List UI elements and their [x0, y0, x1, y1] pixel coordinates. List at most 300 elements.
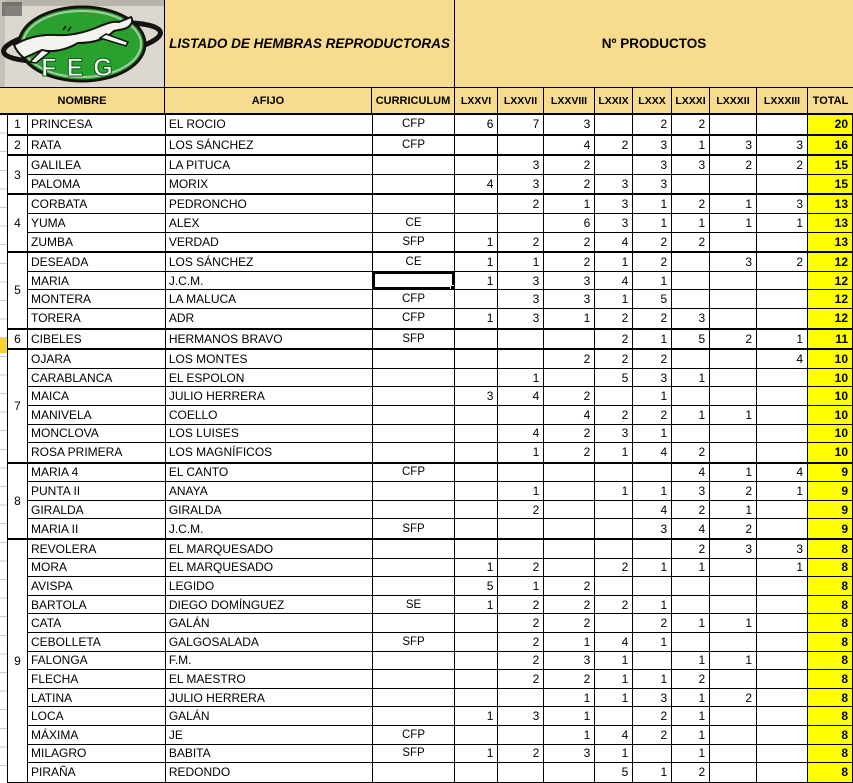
cell-year-lxxix[interactable]: 1	[595, 482, 633, 500]
cell-year-lxxxiii[interactable]: 2	[757, 253, 808, 271]
cell-afijo[interactable]: VERDAD	[166, 233, 373, 252]
cell-curriculum[interactable]	[373, 175, 456, 194]
cell-nombre[interactable]: LOCA	[28, 707, 166, 725]
cell-year-lxxviii[interactable]: 4	[544, 136, 595, 155]
cell-nombre[interactable]: REVOLERA	[28, 540, 166, 558]
group-number-cell[interactable]: 6	[8, 330, 28, 349]
cell-year-lxxix[interactable]: 5	[595, 763, 633, 782]
cell-year-lxxxiii[interactable]: 3	[757, 540, 808, 558]
cell-year-lxxix[interactable]: 3	[595, 425, 633, 443]
cell-year-lxxxi[interactable]: 2	[672, 233, 710, 252]
cell-year-lxxx[interactable]: 5	[633, 290, 672, 308]
cell-year-lxxx[interactable]: 1	[633, 214, 672, 232]
cell-curriculum[interactable]: CFP	[373, 290, 456, 308]
cell-afijo[interactable]: BABITA	[166, 745, 373, 763]
cell-total[interactable]: 12	[808, 290, 853, 308]
cell-year-lxxvi[interactable]	[455, 443, 498, 462]
cell-year-lxxvi[interactable]	[455, 290, 498, 308]
cell-year-lxxxi[interactable]: 4	[672, 464, 710, 482]
cell-year-lxxxii[interactable]	[710, 443, 757, 462]
cell-year-lxxxi[interactable]: 2	[672, 443, 710, 462]
cell-total[interactable]: 15	[808, 156, 853, 174]
cell-total[interactable]: 13	[808, 214, 853, 232]
cell-year-lxxix[interactable]: 1	[595, 745, 633, 763]
cell-nombre[interactable]: GIRALDA	[28, 501, 166, 519]
cell-year-lxxxi[interactable]	[672, 596, 710, 614]
cell-year-lxxxii[interactable]: 3	[710, 136, 757, 155]
cell-year-lxxxi[interactable]: 1	[672, 369, 710, 387]
cell-nombre[interactable]: YUMA	[28, 214, 166, 232]
cell-year-lxxvii[interactable]: 2	[498, 652, 544, 670]
cell-total[interactable]: 8	[808, 670, 853, 688]
cell-afijo[interactable]: F.M.	[166, 652, 373, 670]
cell-year-lxxxiii[interactable]	[757, 614, 808, 632]
cell-curriculum[interactable]	[373, 577, 456, 595]
cell-year-lxxvii[interactable]: 2	[498, 559, 544, 577]
cell-year-lxxxiii[interactable]	[757, 707, 808, 725]
cell-curriculum[interactable]: SFP	[373, 330, 456, 349]
cell-total[interactable]: 10	[808, 350, 853, 368]
cell-year-lxxviii[interactable]: 2	[544, 253, 595, 271]
cell-year-lxxx[interactable]	[633, 464, 672, 482]
cell-afijo[interactable]: LA MALUCA	[166, 290, 373, 308]
cell-year-lxxx[interactable]: 1	[633, 272, 672, 290]
cell-year-lxxx[interactable]: 2	[633, 309, 672, 328]
cell-year-lxxviii[interactable]: 2	[544, 387, 595, 405]
cell-curriculum[interactable]	[373, 707, 456, 725]
cell-nombre[interactable]: CIBELES	[28, 330, 166, 349]
cell-year-lxxix[interactable]: 2	[595, 406, 633, 424]
cell-year-lxxviii[interactable]	[544, 330, 595, 349]
cell-year-lxxvi[interactable]	[455, 519, 498, 538]
cell-year-lxxxii[interactable]: 1	[710, 195, 757, 213]
cell-nombre[interactable]: BARTOLA	[28, 596, 166, 614]
cell-total[interactable]: 9	[808, 519, 853, 538]
cell-total[interactable]: 12	[808, 253, 853, 271]
cell-year-lxxxiii[interactable]	[757, 406, 808, 424]
column-header-curriculum[interactable]: CURRICULUM	[372, 88, 455, 113]
cell-afijo[interactable]: LOS LUISES	[166, 425, 373, 443]
cell-year-lxxx[interactable]: 1	[633, 763, 672, 782]
cell-year-lxxvi[interactable]	[455, 633, 498, 651]
cell-year-lxxvi[interactable]: 5	[455, 577, 498, 595]
cell-year-lxxvii[interactable]: 3	[498, 707, 544, 725]
cell-year-lxxvi[interactable]	[455, 406, 498, 424]
column-header-lxxviii[interactable]: LXXVIII	[544, 88, 595, 113]
cell-afijo[interactable]: LOS SÁNCHEZ	[166, 253, 373, 271]
cell-year-lxxviii[interactable]: 6	[544, 214, 595, 232]
cell-year-lxxxii[interactable]	[710, 290, 757, 308]
cell-year-lxxxi[interactable]: 1	[672, 707, 710, 725]
cell-afijo[interactable]: GIRALDA	[166, 501, 373, 519]
cell-year-lxxvi[interactable]: 1	[455, 745, 498, 763]
cell-year-lxxxii[interactable]	[710, 559, 757, 577]
cell-year-lxxxii[interactable]	[710, 745, 757, 763]
cell-year-lxxxi[interactable]: 2	[672, 115, 710, 134]
cell-year-lxxviii[interactable]: 3	[544, 652, 595, 670]
cell-afijo[interactable]: LOS SÁNCHEZ	[166, 136, 373, 155]
cell-curriculum[interactable]	[373, 350, 456, 368]
cell-year-lxxxii[interactable]: 2	[710, 689, 757, 707]
cell-year-lxxxi[interactable]	[672, 633, 710, 651]
cell-year-lxxviii[interactable]: 4	[544, 406, 595, 424]
cell-year-lxxxi[interactable]	[672, 272, 710, 290]
cell-year-lxxviii[interactable]: 2	[544, 156, 595, 174]
cell-nombre[interactable]: LATINA	[28, 689, 166, 707]
cell-year-lxxxii[interactable]	[710, 350, 757, 368]
cell-year-lxxx[interactable]: 2	[633, 406, 672, 424]
cell-year-lxxvi[interactable]	[455, 726, 498, 744]
cell-curriculum[interactable]: SFP	[373, 519, 456, 538]
cell-afijo[interactable]: EL CANTO	[166, 464, 373, 482]
cell-year-lxxvi[interactable]: 1	[455, 272, 498, 290]
cell-year-lxxxiii[interactable]	[757, 745, 808, 763]
cell-curriculum[interactable]	[373, 501, 456, 519]
cell-year-lxxix[interactable]: 4	[595, 233, 633, 252]
cell-year-lxxviii[interactable]	[544, 519, 595, 538]
cell-curriculum[interactable]: CFP	[373, 136, 456, 155]
cell-year-lxxxii[interactable]	[710, 577, 757, 595]
cell-year-lxxviii[interactable]: 1	[544, 195, 595, 213]
cell-year-lxxxii[interactable]	[710, 233, 757, 252]
cell-year-lxxvii[interactable]: 2	[498, 195, 544, 213]
cell-year-lxxix[interactable]	[595, 519, 633, 538]
cell-year-lxxvi[interactable]: 6	[455, 115, 498, 134]
cell-afijo[interactable]: ADR	[166, 309, 373, 328]
cell-nombre[interactable]: GALILEA	[28, 156, 166, 174]
cell-year-lxxx[interactable]: 1	[633, 596, 672, 614]
cell-year-lxxix[interactable]	[595, 577, 633, 595]
cell-year-lxxxi[interactable]: 1	[672, 614, 710, 632]
cell-nombre[interactable]: MANIVELA	[28, 406, 166, 424]
cell-year-lxxviii[interactable]	[544, 559, 595, 577]
cell-curriculum[interactable]	[373, 195, 456, 213]
cell-year-lxxxi[interactable]: 3	[672, 309, 710, 328]
cell-total[interactable]: 8	[808, 689, 853, 707]
cell-year-lxxxi[interactable]: 1	[672, 559, 710, 577]
group-number-cell[interactable]: 1	[8, 115, 28, 134]
cell-nombre[interactable]: RATA	[28, 136, 166, 155]
column-header-lxxvii[interactable]: LXXVII	[498, 88, 544, 113]
cell-year-lxxxiii[interactable]	[757, 763, 808, 782]
cell-year-lxxix[interactable]	[595, 540, 633, 558]
cell-year-lxxviii[interactable]: 3	[544, 272, 595, 290]
cell-year-lxxxiii[interactable]	[757, 670, 808, 688]
cell-curriculum[interactable]	[373, 763, 456, 782]
cell-nombre[interactable]: CATA	[28, 614, 166, 632]
group-number-cell[interactable]: 8	[8, 464, 28, 538]
cell-year-lxxvii[interactable]: 2	[498, 745, 544, 763]
cell-year-lxxxii[interactable]	[710, 596, 757, 614]
cell-year-lxxx[interactable]: 1	[633, 482, 672, 500]
cell-year-lxxxi[interactable]: 4	[672, 519, 710, 538]
group-number-cell[interactable]: 4	[8, 195, 28, 251]
cell-year-lxxviii[interactable]	[544, 501, 595, 519]
cell-nombre[interactable]: PALOMA	[28, 175, 166, 194]
cell-nombre[interactable]: MARIA 4	[28, 464, 166, 482]
cell-year-lxxix[interactable]: 2	[595, 350, 633, 368]
cell-afijo[interactable]: LOS MONTES	[166, 350, 373, 368]
cell-year-lxxx[interactable]: 1	[633, 670, 672, 688]
cell-year-lxxix[interactable]: 2	[595, 330, 633, 349]
cell-year-lxxvi[interactable]: 1	[455, 559, 498, 577]
cell-curriculum[interactable]: SE	[373, 596, 456, 614]
cell-year-lxxix[interactable]: 1	[595, 443, 633, 462]
cell-nombre[interactable]: CORBATA	[28, 195, 166, 213]
cell-year-lxxvii[interactable]: 1	[498, 577, 544, 595]
cell-total[interactable]: 8	[808, 614, 853, 632]
cell-year-lxxvii[interactable]	[498, 763, 544, 782]
cell-year-lxxvii[interactable]	[498, 350, 544, 368]
cell-year-lxxviii[interactable]	[544, 464, 595, 482]
cell-year-lxxvi[interactable]	[455, 136, 498, 155]
cell-nombre[interactable]: DESEADA	[28, 253, 166, 271]
cell-year-lxxxii[interactable]: 1	[710, 214, 757, 232]
cell-year-lxxxiii[interactable]	[757, 233, 808, 252]
cell-afijo[interactable]: MORIX	[166, 175, 373, 194]
group-number-cell[interactable]: 5	[8, 253, 28, 327]
cell-curriculum[interactable]	[373, 559, 456, 577]
cell-afijo[interactable]: COELLO	[166, 406, 373, 424]
cell-year-lxxxii[interactable]: 2	[710, 330, 757, 349]
cell-year-lxxxiii[interactable]: 1	[757, 330, 808, 349]
cell-curriculum[interactable]: CFP	[373, 464, 456, 482]
cell-year-lxxxii[interactable]	[710, 425, 757, 443]
cell-total[interactable]: 8	[808, 559, 853, 577]
cell-year-lxxix[interactable]	[595, 156, 633, 174]
cell-year-lxxxii[interactable]: 1	[710, 501, 757, 519]
cell-year-lxxix[interactable]: 5	[595, 369, 633, 387]
cell-year-lxxx[interactable]: 3	[633, 175, 672, 194]
cell-year-lxxviii[interactable]: 2	[544, 596, 595, 614]
cell-year-lxxviii[interactable]	[544, 540, 595, 558]
cell-curriculum[interactable]: CFP	[373, 726, 456, 744]
group-number-cell[interactable]: 2	[8, 136, 28, 155]
cell-curriculum[interactable]	[373, 652, 456, 670]
cell-curriculum[interactable]	[373, 614, 456, 632]
cell-year-lxxxii[interactable]: 3	[710, 540, 757, 558]
cell-year-lxxviii[interactable]: 2	[544, 233, 595, 252]
cell-year-lxxxi[interactable]: 2	[672, 763, 710, 782]
cell-nombre[interactable]: MARIA II	[28, 519, 166, 538]
cell-year-lxxxiii[interactable]	[757, 387, 808, 405]
cell-year-lxxx[interactable]: 2	[633, 707, 672, 725]
cell-total[interactable]: 8	[808, 633, 853, 651]
cell-year-lxxvii[interactable]: 1	[498, 369, 544, 387]
cell-year-lxxvii[interactable]: 4	[498, 425, 544, 443]
cell-year-lxxvi[interactable]	[455, 425, 498, 443]
cell-year-lxxxii[interactable]	[710, 272, 757, 290]
cell-year-lxxviii[interactable]: 2	[544, 577, 595, 595]
cell-year-lxxvii[interactable]	[498, 330, 544, 349]
cell-year-lxxxii[interactable]	[710, 726, 757, 744]
cell-year-lxxxii[interactable]	[710, 387, 757, 405]
cell-year-lxxvi[interactable]	[455, 614, 498, 632]
cell-curriculum[interactable]	[373, 482, 456, 500]
column-header-lxxxii[interactable]: LXXXII	[710, 88, 757, 113]
cell-year-lxxix[interactable]	[595, 501, 633, 519]
cell-afijo[interactable]: EL ROCIO	[166, 115, 373, 134]
cell-year-lxxvii[interactable]: 2	[498, 670, 544, 688]
cell-year-lxxx[interactable]: 2	[633, 726, 672, 744]
cell-year-lxxvii[interactable]: 2	[498, 233, 544, 252]
cell-year-lxxix[interactable]: 1	[595, 652, 633, 670]
cell-total[interactable]: 10	[808, 406, 853, 424]
cell-afijo[interactable]: EL MARQUESADO	[166, 559, 373, 577]
cell-year-lxxvii[interactable]: 3	[498, 156, 544, 174]
cell-curriculum[interactable]: SFP	[373, 745, 456, 763]
cell-year-lxxviii[interactable]	[544, 482, 595, 500]
cell-year-lxxxi[interactable]: 3	[672, 156, 710, 174]
cell-curriculum[interactable]: CFP	[373, 115, 456, 134]
cell-year-lxxix[interactable]	[595, 464, 633, 482]
cell-year-lxxx[interactable]: 3	[633, 519, 672, 538]
cell-total[interactable]: 15	[808, 175, 853, 194]
cell-year-lxxxi[interactable]: 1	[672, 726, 710, 744]
cell-year-lxxvii[interactable]: 2	[498, 501, 544, 519]
cell-year-lxxvii[interactable]	[498, 406, 544, 424]
cell-year-lxxx[interactable]: 1	[633, 425, 672, 443]
cell-nombre[interactable]: MARIA	[28, 272, 166, 290]
cell-nombre[interactable]: CEBOLLETA	[28, 633, 166, 651]
cell-year-lxxxiii[interactable]: 1	[757, 482, 808, 500]
cell-year-lxxviii[interactable]	[544, 369, 595, 387]
cell-total[interactable]: 10	[808, 387, 853, 405]
cell-year-lxxx[interactable]	[633, 652, 672, 670]
cell-year-lxxvi[interactable]	[455, 195, 498, 213]
cell-year-lxxviii[interactable]: 2	[544, 425, 595, 443]
cell-year-lxxvii[interactable]: 7	[498, 115, 544, 134]
cell-year-lxxxi[interactable]: 1	[672, 214, 710, 232]
cell-year-lxxxii[interactable]: 2	[710, 519, 757, 538]
cell-year-lxxix[interactable]: 4	[595, 726, 633, 744]
cell-curriculum[interactable]	[373, 443, 456, 462]
cell-total[interactable]: 10	[808, 425, 853, 443]
cell-year-lxxvii[interactable]	[498, 214, 544, 232]
cell-year-lxxxiii[interactable]	[757, 115, 808, 134]
cell-afijo[interactable]: LEGIDO	[166, 577, 373, 595]
cell-year-lxxvii[interactable]: 2	[498, 596, 544, 614]
cell-year-lxxx[interactable]: 2	[633, 233, 672, 252]
cell-year-lxxvi[interactable]: 1	[455, 233, 498, 252]
cell-year-lxxxii[interactable]: 2	[710, 156, 757, 174]
cell-year-lxxvii[interactable]: 3	[498, 290, 544, 308]
cell-year-lxxxi[interactable]: 2	[672, 670, 710, 688]
cell-year-lxxxi[interactable]: 1	[672, 689, 710, 707]
cell-year-lxxix[interactable]: 4	[595, 633, 633, 651]
cell-afijo[interactable]: LA PITUCA	[166, 156, 373, 174]
cell-year-lxxx[interactable]: 1	[633, 559, 672, 577]
cell-year-lxxvi[interactable]: 1	[455, 253, 498, 271]
cell-total[interactable]: 8	[808, 726, 853, 744]
cell-year-lxxvii[interactable]	[498, 519, 544, 538]
column-header-nombre[interactable]: NOMBRE	[0, 88, 165, 113]
cell-year-lxxvii[interactable]: 1	[498, 482, 544, 500]
cell-total[interactable]: 9	[808, 464, 853, 482]
cell-year-lxxvi[interactable]	[455, 540, 498, 558]
cell-year-lxxx[interactable]: 2	[633, 253, 672, 271]
group-number-cell[interactable]: 7	[8, 350, 28, 462]
cell-afijo[interactable]: JE	[166, 726, 373, 744]
cell-year-lxxvii[interactable]	[498, 726, 544, 744]
cell-year-lxxviii[interactable]: 2	[544, 350, 595, 368]
cell-year-lxxvii[interactable]: 1	[498, 443, 544, 462]
cell-year-lxxxi[interactable]: 1	[672, 406, 710, 424]
cell-year-lxxxiii[interactable]	[757, 577, 808, 595]
cell-total[interactable]: 9	[808, 501, 853, 519]
cell-afijo[interactable]: JULIO HERRERA	[166, 689, 373, 707]
cell-year-lxxxi[interactable]	[672, 425, 710, 443]
cell-year-lxxxii[interactable]	[710, 309, 757, 328]
cell-year-lxxxi[interactable]: 1	[672, 745, 710, 763]
cell-year-lxxxii[interactable]	[710, 707, 757, 725]
cell-year-lxxxii[interactable]: 1	[710, 406, 757, 424]
cell-curriculum[interactable]	[373, 387, 456, 405]
cell-year-lxxx[interactable]: 2	[633, 115, 672, 134]
cell-year-lxxix[interactable]	[595, 115, 633, 134]
cell-year-lxxxiii[interactable]	[757, 596, 808, 614]
cell-curriculum[interactable]: SFP	[373, 633, 456, 651]
cell-year-lxxxiii[interactable]: 3	[757, 195, 808, 213]
cell-year-lxxvi[interactable]	[455, 369, 498, 387]
cell-year-lxxvi[interactable]: 1	[455, 309, 498, 328]
cell-year-lxxvii[interactable]: 3	[498, 309, 544, 328]
cell-year-lxxx[interactable]: 3	[633, 689, 672, 707]
cell-year-lxxix[interactable]: 1	[595, 689, 633, 707]
cell-year-lxxviii[interactable]: 1	[544, 689, 595, 707]
cell-curriculum[interactable]: CFP	[373, 309, 456, 328]
cell-year-lxxxiii[interactable]	[757, 369, 808, 387]
cell-nombre[interactable]: FLECHA	[28, 670, 166, 688]
cell-year-lxxx[interactable]	[633, 745, 672, 763]
cell-year-lxxxi[interactable]: 1	[672, 652, 710, 670]
cell-year-lxxxi[interactable]: 3	[672, 482, 710, 500]
cell-nombre[interactable]: PUNTA II	[28, 482, 166, 500]
cell-year-lxxxiii[interactable]	[757, 425, 808, 443]
cell-year-lxxx[interactable]: 4	[633, 443, 672, 462]
column-header-lxxx[interactable]: LXXX	[633, 88, 672, 113]
cell-year-lxxix[interactable]	[595, 387, 633, 405]
cell-year-lxxxii[interactable]: 1	[710, 652, 757, 670]
column-header-lxxxi[interactable]: LXXXI	[672, 88, 710, 113]
cell-year-lxxx[interactable]	[633, 577, 672, 595]
cell-year-lxxxiii[interactable]: 1	[757, 214, 808, 232]
cell-year-lxxxi[interactable]	[672, 253, 710, 271]
cell-year-lxxviii[interactable]: 1	[544, 633, 595, 651]
cell-year-lxxvi[interactable]	[455, 330, 498, 349]
cell-nombre[interactable]: MONCLOVA	[28, 425, 166, 443]
cell-year-lxxvi[interactable]	[455, 670, 498, 688]
cell-total[interactable]: 10	[808, 443, 853, 462]
cell-year-lxxix[interactable]: 2	[595, 136, 633, 155]
cell-year-lxxxi[interactable]	[672, 290, 710, 308]
column-header-afijo[interactable]: AFIJO	[165, 88, 372, 113]
cell-year-lxxviii[interactable]: 1	[544, 707, 595, 725]
cell-year-lxxxiii[interactable]	[757, 501, 808, 519]
cell-total[interactable]: 9	[808, 482, 853, 500]
cell-year-lxxxi[interactable]: 2	[672, 195, 710, 213]
cell-year-lxxvii[interactable]	[498, 540, 544, 558]
cell-nombre[interactable]: CARABLANCA	[28, 369, 166, 387]
cell-year-lxxxiii[interactable]: 3	[757, 136, 808, 155]
cell-year-lxxxi[interactable]: 5	[672, 330, 710, 349]
cell-year-lxxvi[interactable]: 4	[455, 175, 498, 194]
cell-year-lxxvi[interactable]	[455, 501, 498, 519]
cell-afijo[interactable]: HERMANOS BRAVO	[166, 330, 373, 349]
cell-year-lxxxii[interactable]	[710, 115, 757, 134]
cell-total[interactable]: 8	[808, 652, 853, 670]
cell-nombre[interactable]: PRINCESA	[28, 115, 166, 134]
